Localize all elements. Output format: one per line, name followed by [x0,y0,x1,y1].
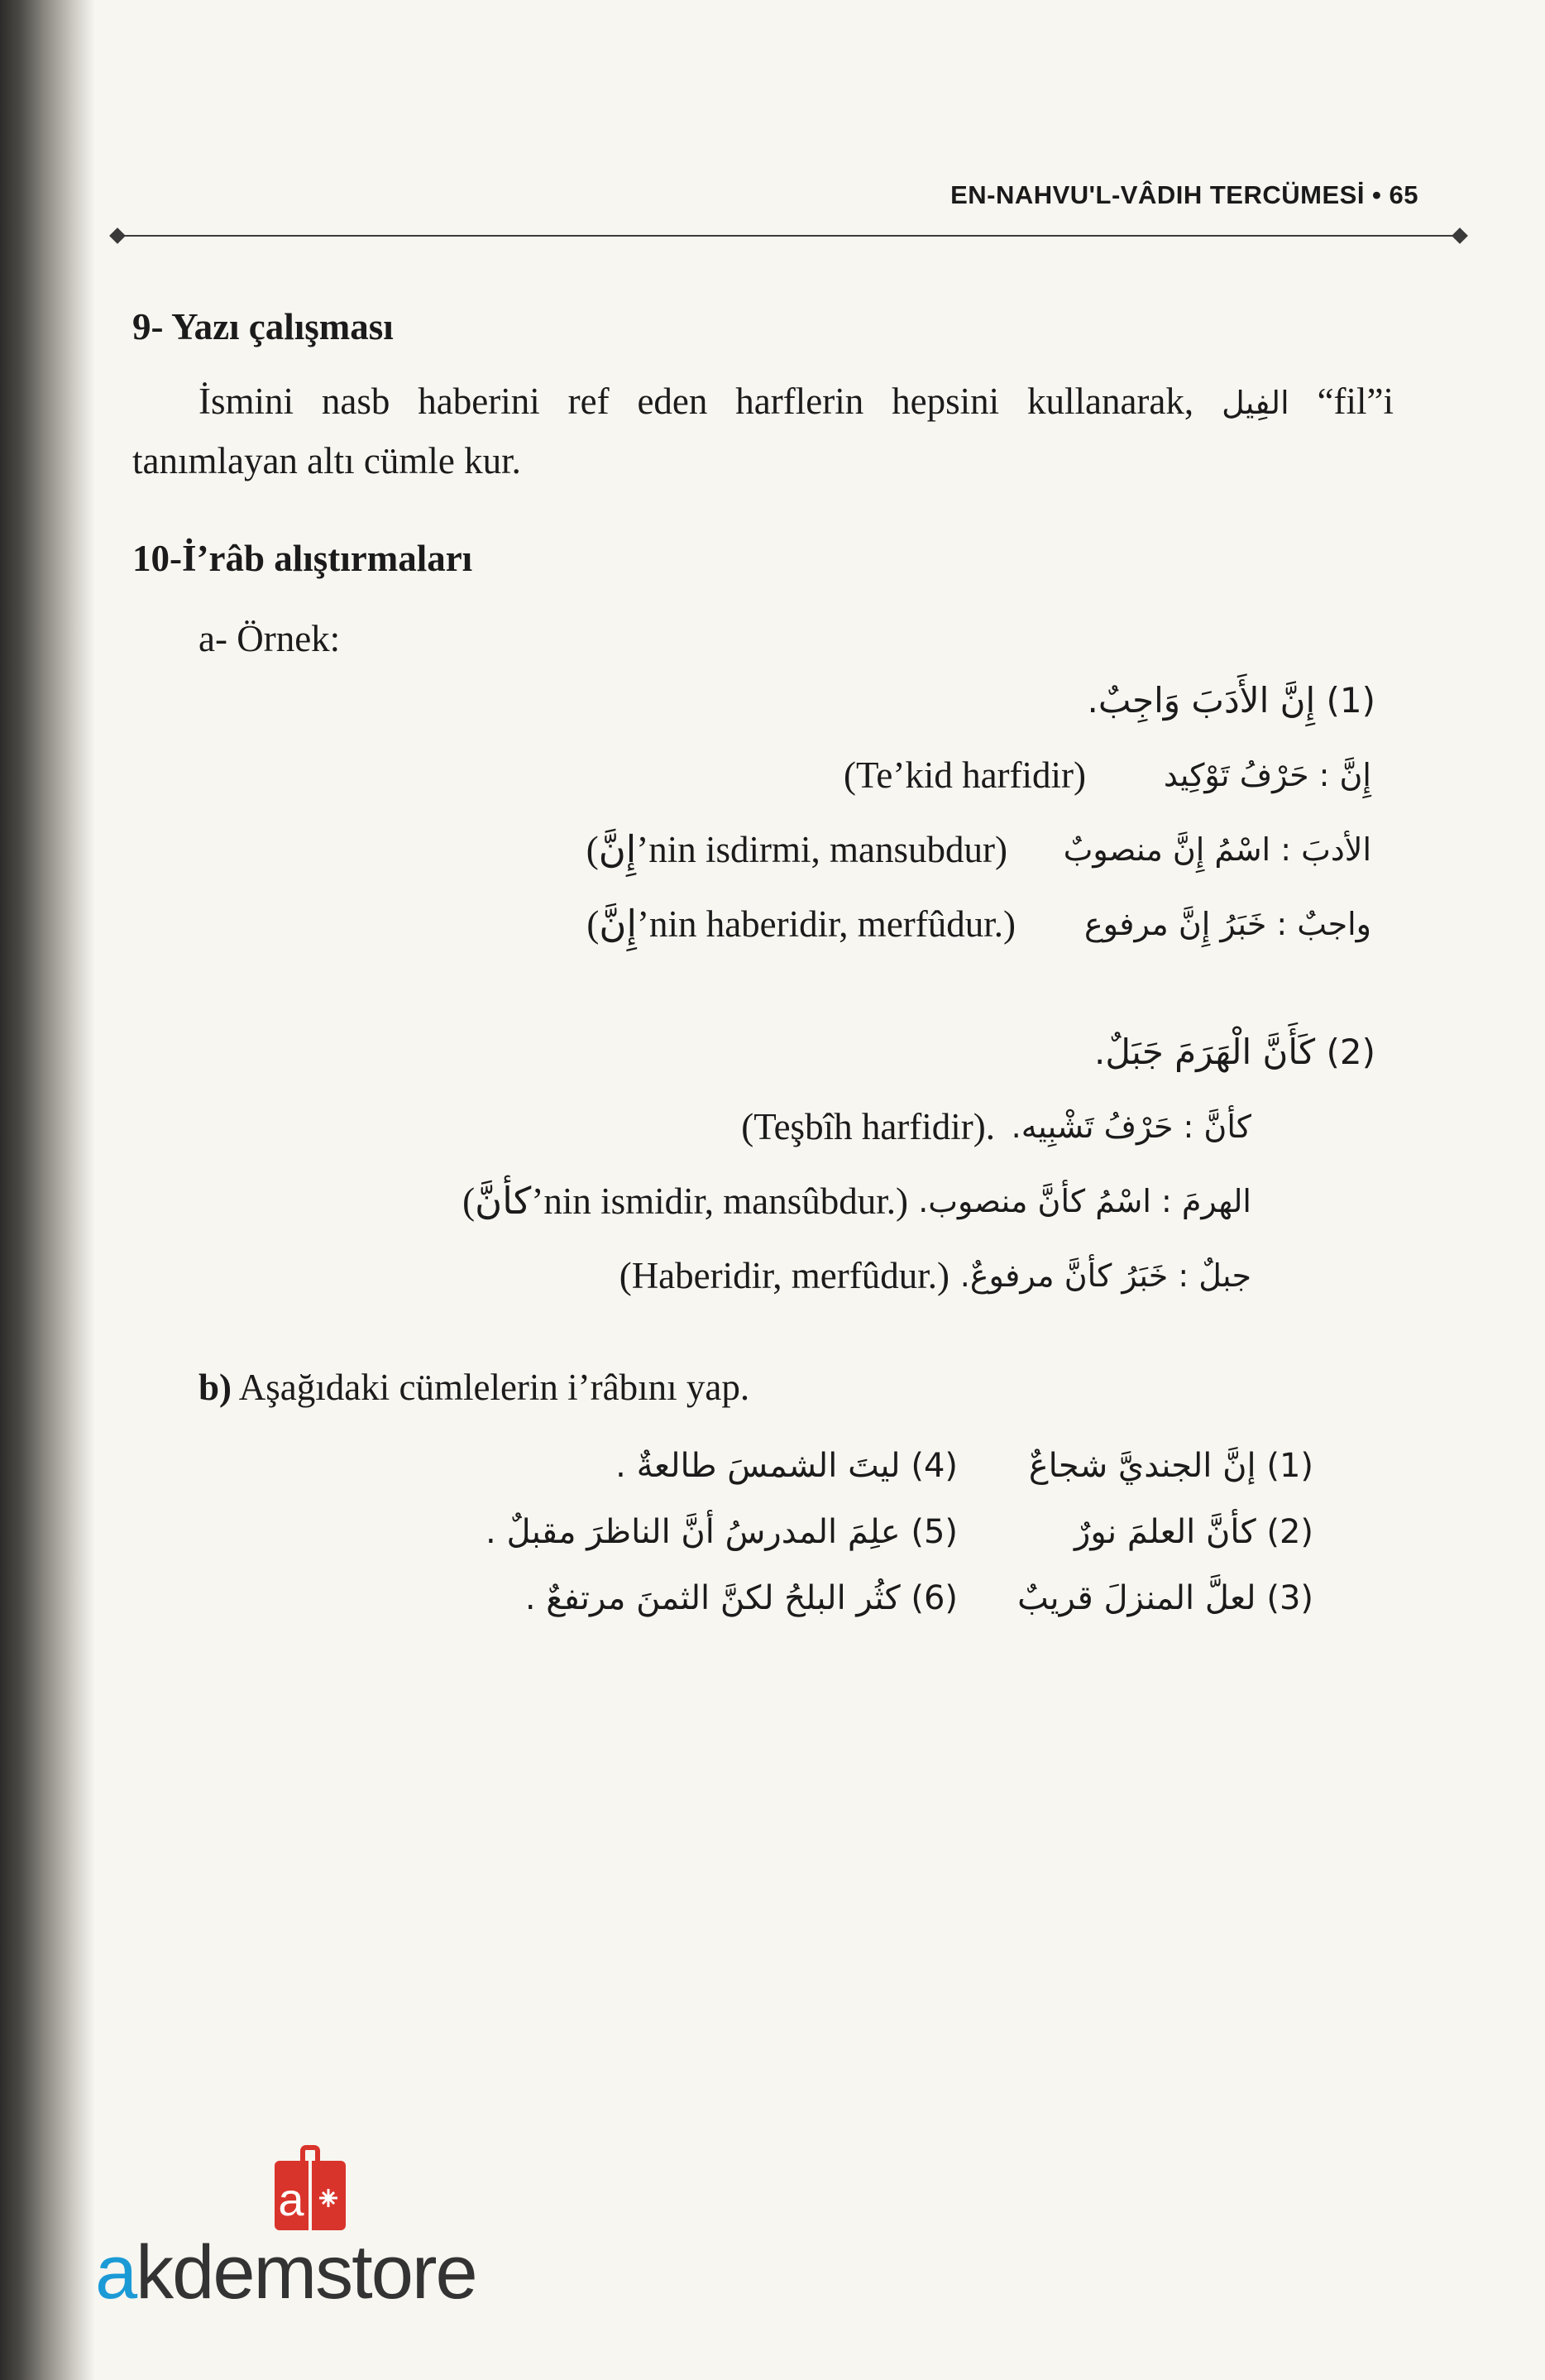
sub-b-text: Aşağıdaki cümlelerin i’râbını yap. [238,1367,750,1408]
ex2-row3-turkish: (Haberidir, merfûdur.) [619,1255,949,1296]
ex2-row2-turkish: (كأنَّ’nin ismidir, mansûbdur.) [462,1180,908,1222]
sub-a-label: a- Örnek: [199,618,341,659]
rule-ornament-right [1452,227,1468,244]
running-header: EN-NAHVU'L-VÂDIH TERCÜMESİ • 65 [950,180,1418,209]
ex1-row3-arabic: واجبٌ : خَبَرُ إِنَّ مرفوع [1083,906,1371,942]
section10-heading: 10-İ’râb alıştırmaları [132,538,473,579]
ex1-row1-arabic: إِنَّ : حَرْفُ تَوْكِيد [1163,757,1371,793]
para-text-before: İsmini nasb haberini ref eden harflerin hepsini kullanarak, [199,381,1194,422]
header-rule [116,235,1460,237]
badge-letter: a [278,2173,304,2225]
section9-paragraph [132,372,1394,490]
exercise-5: (5) علِمَ المدرسُ أنَّ الناظرَ مقبلٌ . [486,1513,958,1551]
ex2-row3-arabic: جبلٌ : خَبَرُ كأنَّ مرفوعٌ. [959,1257,1251,1294]
exercise-6: (6) كثُر البلحُ لكنَّ الثمنَ مرتفعٌ . [524,1579,958,1617]
ex2-row1-arabic: كأنَّ : حَرْفُ تَشْبِيه. [1011,1109,1251,1145]
exercise-1: (1) إنَّ الجنديَّ شجاعٌ [1028,1447,1313,1485]
example2-sentence: (2) كَأَنَّ الْهَرَمَ جَبَلٌ. [1094,1032,1375,1072]
rule-ornament-left [109,227,126,244]
para-text-after: “fil”i tanımlayan altı cümle kur. [132,381,1394,481]
para-arabic-word: الفِيل [1222,385,1289,421]
ex2-row1-turkish: (Teşbîh harfidir). [741,1106,995,1147]
ex1-row1-turkish: (Te’kid harfidir) [844,754,1086,796]
book-spine-shadow [0,0,95,2380]
brand-rest: kdemstore [136,2230,476,2315]
ex2-row2-arabic: الهرمَ : اسْمُ كأنَّ منصوب. [918,1183,1251,1219]
exercise-4: (4) ليتَ الشمسَ طالعةٌ . [615,1447,958,1485]
brand-first-letter: a [95,2230,136,2315]
exercise-3: (3) لعلَّ المنزلَ قريبٌ [1017,1579,1313,1617]
ex1-row3-turkish: (إِنَّ’nin haberidir, merfûdur.) [586,903,1016,945]
ex1-row2-arabic: الأدبَ : اسْمُ إِنَّ منصوبٌ [1063,831,1371,868]
sub-b-label: b) Aşağıdaki cümlelerin i’râbını yap. [199,1367,750,1408]
store-brand-logo [95,2229,476,2316]
exercise-2: (2) كأنَّ العلمَ نورٌ [1074,1513,1313,1551]
ex1-row2-turkish: (إِنَّ’nin isdirmi, mansubdur) [586,829,1007,870]
section9-heading: 9- Yazı çalışması [132,306,394,347]
example1-sentence: (1) إِنَّ الأَدَبَ وَاجِبٌ. [1087,680,1375,721]
store-badge-icon [265,2143,356,2234]
